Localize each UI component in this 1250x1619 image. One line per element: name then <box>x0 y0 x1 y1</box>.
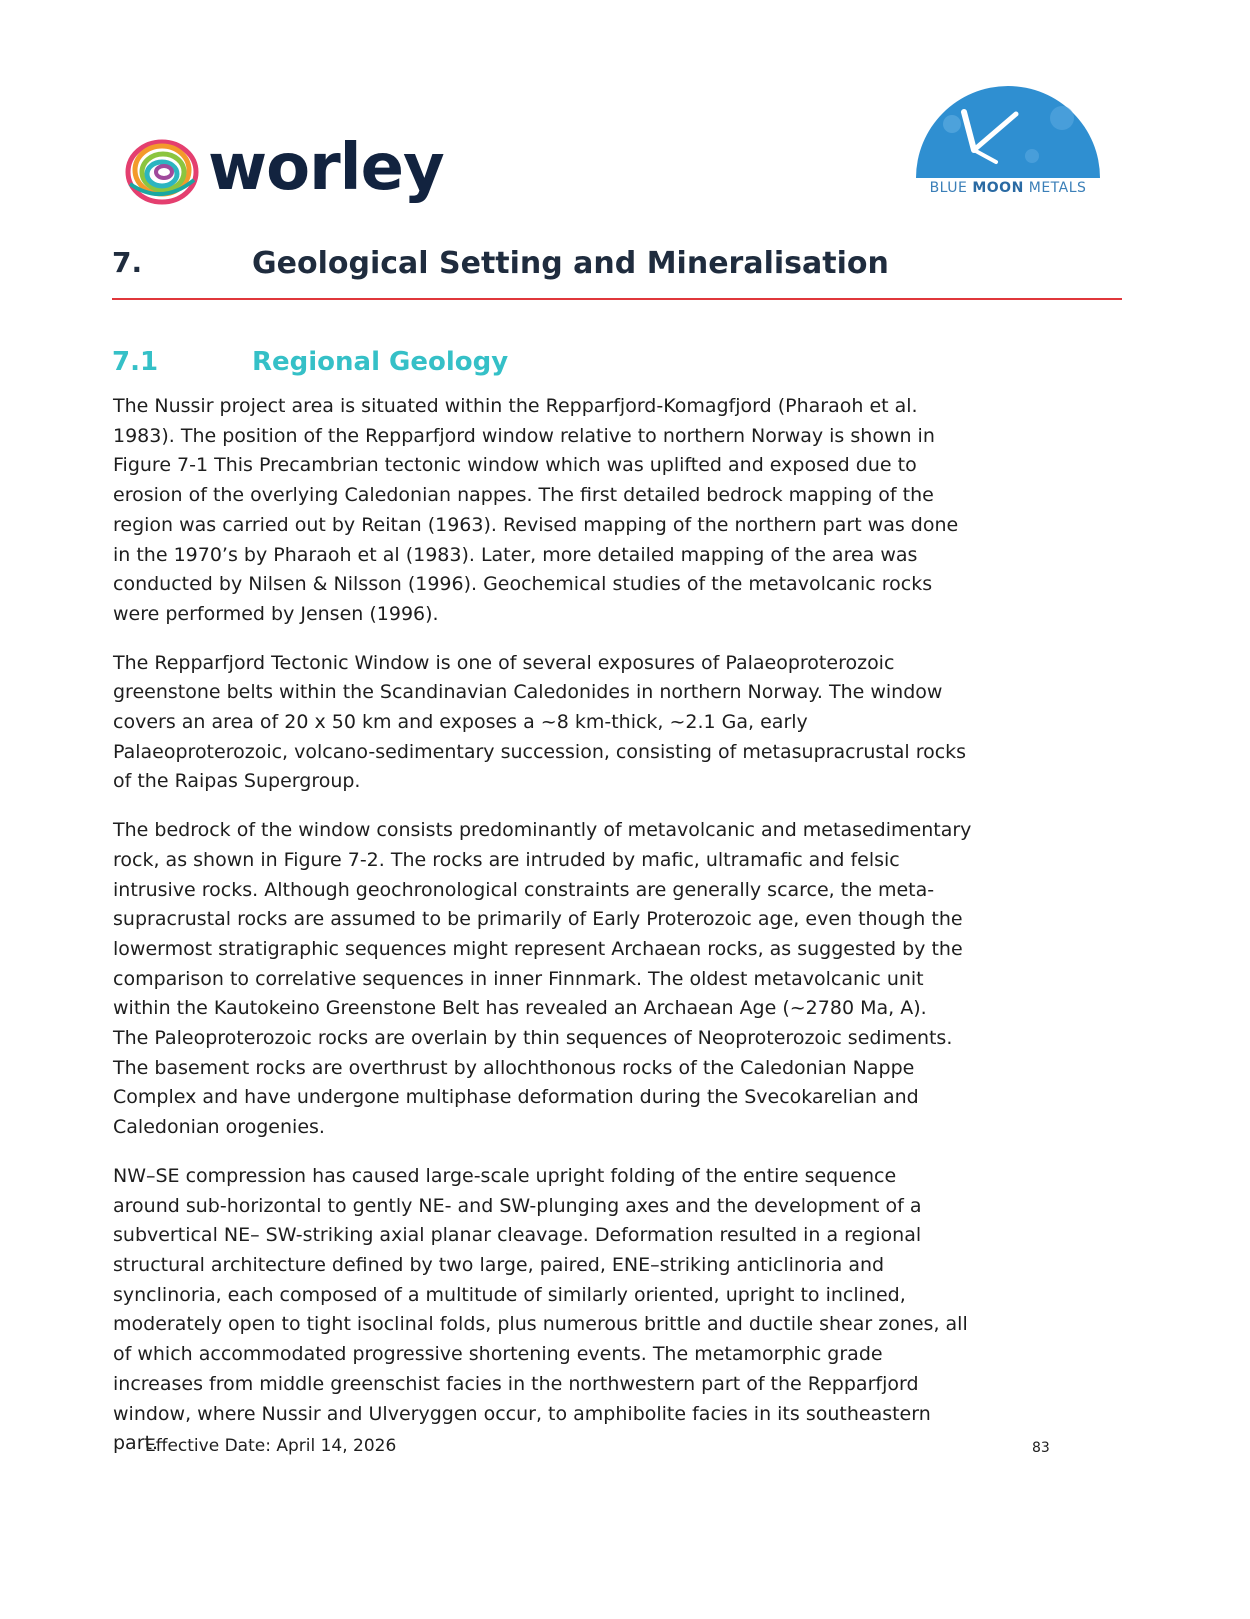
text-line: Figure 7-1 This Precambrian tectonic window which was uplifted and exposed due to <box>113 454 917 477</box>
text-line: subvertical NE– SW-striking axial planar cleavage. Deformation resulted in a regional <box>113 1224 922 1247</box>
text-line: The Nussir project area is situated within the Repparfjord-Komagfjord (Pharaoh et al. <box>113 395 918 417</box>
paragraph <box>113 1162 1123 1459</box>
text-line: The basement rocks are overthrust by allochthonous rocks of the Caledonian Nappe <box>113 1056 915 1079</box>
section-number: 7.1 <box>112 347 159 377</box>
text-line: in the 1970’s by Pharaoh et al (1983). Later, more detailed mapping of the area was <box>113 543 918 566</box>
text-line: The Repparfjord Tectonic Window is one of several exposures of Palaeoproterozoic <box>113 651 895 674</box>
text-line: of the Raipas Supergroup. <box>113 770 361 793</box>
worley-wordmark: worley <box>208 131 444 205</box>
text-line: comparison to correlative sequences in inner Finnmark. The oldest metavolcanic unit <box>113 967 924 990</box>
text-line: greenstone belts within the Scandinavian Caledonides in northern Norway. The window <box>113 681 943 704</box>
page-number: 83 <box>1032 1440 1050 1456</box>
text-line: region was carried out by Reitan (1963). Revised mapping of the northern part was done <box>113 513 959 536</box>
text-line: part. <box>113 1432 159 1455</box>
section-title: Regional Geology <box>252 347 509 377</box>
chapter-heading <box>112 246 1122 300</box>
text-line: rock, as shown in Figure 7-2. The rocks are intruded by mafic, ultramafic and felsic <box>113 848 900 871</box>
text-line: around sub-horizontal to gently NE- and SW-plunging axes and the development of a <box>113 1194 922 1217</box>
worley-logo <box>124 131 444 210</box>
text-line: 1983). The position of the Repparfjord window relative to northern Norway is shown in <box>113 424 935 447</box>
text-line: The bedrock of the window consists predominantly of metavolcanic and metasedimentary <box>113 819 972 842</box>
paragraph <box>113 392 1123 630</box>
blue-moon-metals-wordmark: BLUE MOON METALS <box>929 180 1087 196</box>
moon-clock-icon <box>912 78 1104 182</box>
chapter-number: 7. <box>112 246 143 279</box>
text-line: supracrustal rocks are assumed to be primarily of Early Proterozoic age, even though the <box>113 908 963 931</box>
text-line: erosion of the overlying Caledonian nappes. The first detailed bedrock mapping of the <box>113 484 934 507</box>
page-header <box>0 0 1250 230</box>
text-line: structural architecture defined by two large, paired, ENE–striking anticlinoria and <box>113 1253 885 1276</box>
body-text <box>113 392 1123 1478</box>
text-line: NW–SE compression has caused large-scale upright folding of the entire sequence <box>113 1164 897 1187</box>
text-line: moderately open to tight isoclinal folds, plus numerous brittle and ductile shear zones, all <box>113 1313 968 1336</box>
text-line: were performed by Jensen (1996). <box>113 602 439 625</box>
text-line: increases from middle greenschist facies in the northwestern part of the Repparfjord <box>113 1372 919 1395</box>
text-line: conducted by Nilsen & Nilsson (1996). Geochemical studies of the metavolcanic rocks <box>113 573 933 596</box>
paragraph <box>113 649 1123 798</box>
text-line: Caledonian orogenies. <box>113 1116 325 1139</box>
text-line: intrusive rocks. Although geochronological constraints are generally scarce, the meta- <box>113 878 935 901</box>
text-line: lowermost stratigraphic sequences might represent Archaean rocks, as suggested by the <box>113 937 963 960</box>
text-line: Palaeoproterozoic, volcano-sedimentary succession, consisting of metasupracrustal rocks <box>113 740 967 763</box>
text-line: window, where Nussir and Ulveryggen occur, to amphibolite facies in its southeastern <box>113 1402 931 1425</box>
worley-swirl-icon <box>124 134 200 210</box>
text-line: of which accommodated progressive shortening events. The metamorphic grade <box>113 1343 883 1366</box>
text-line: within the Kautokeino Greenstone Belt has revealed an Archaean Age (~2780 Ma, A). <box>113 997 927 1020</box>
paragraph <box>113 816 1123 1143</box>
text-line: Complex and have undergone multiphase deformation during the Svecokarelian and <box>113 1086 919 1109</box>
section-heading <box>112 347 1122 387</box>
blue-moon-metals-logo <box>912 78 1104 202</box>
text-line: covers an area of 20 x 50 km and exposes a ~8 km-thick, ~2.1 Ga, early <box>113 711 808 734</box>
chapter-title: Geological Setting and Mineralisation <box>252 246 889 281</box>
effective-date: Effective Date: April 14, 2026 <box>145 1436 397 1456</box>
text-line: synclinoria, each composed of a multitude of similarly oriented, upright to inclined, <box>113 1283 906 1306</box>
text-line: The Paleoproterozoic rocks are overlain by thin sequences of Neoproterozoic sediments. <box>113 1027 953 1050</box>
